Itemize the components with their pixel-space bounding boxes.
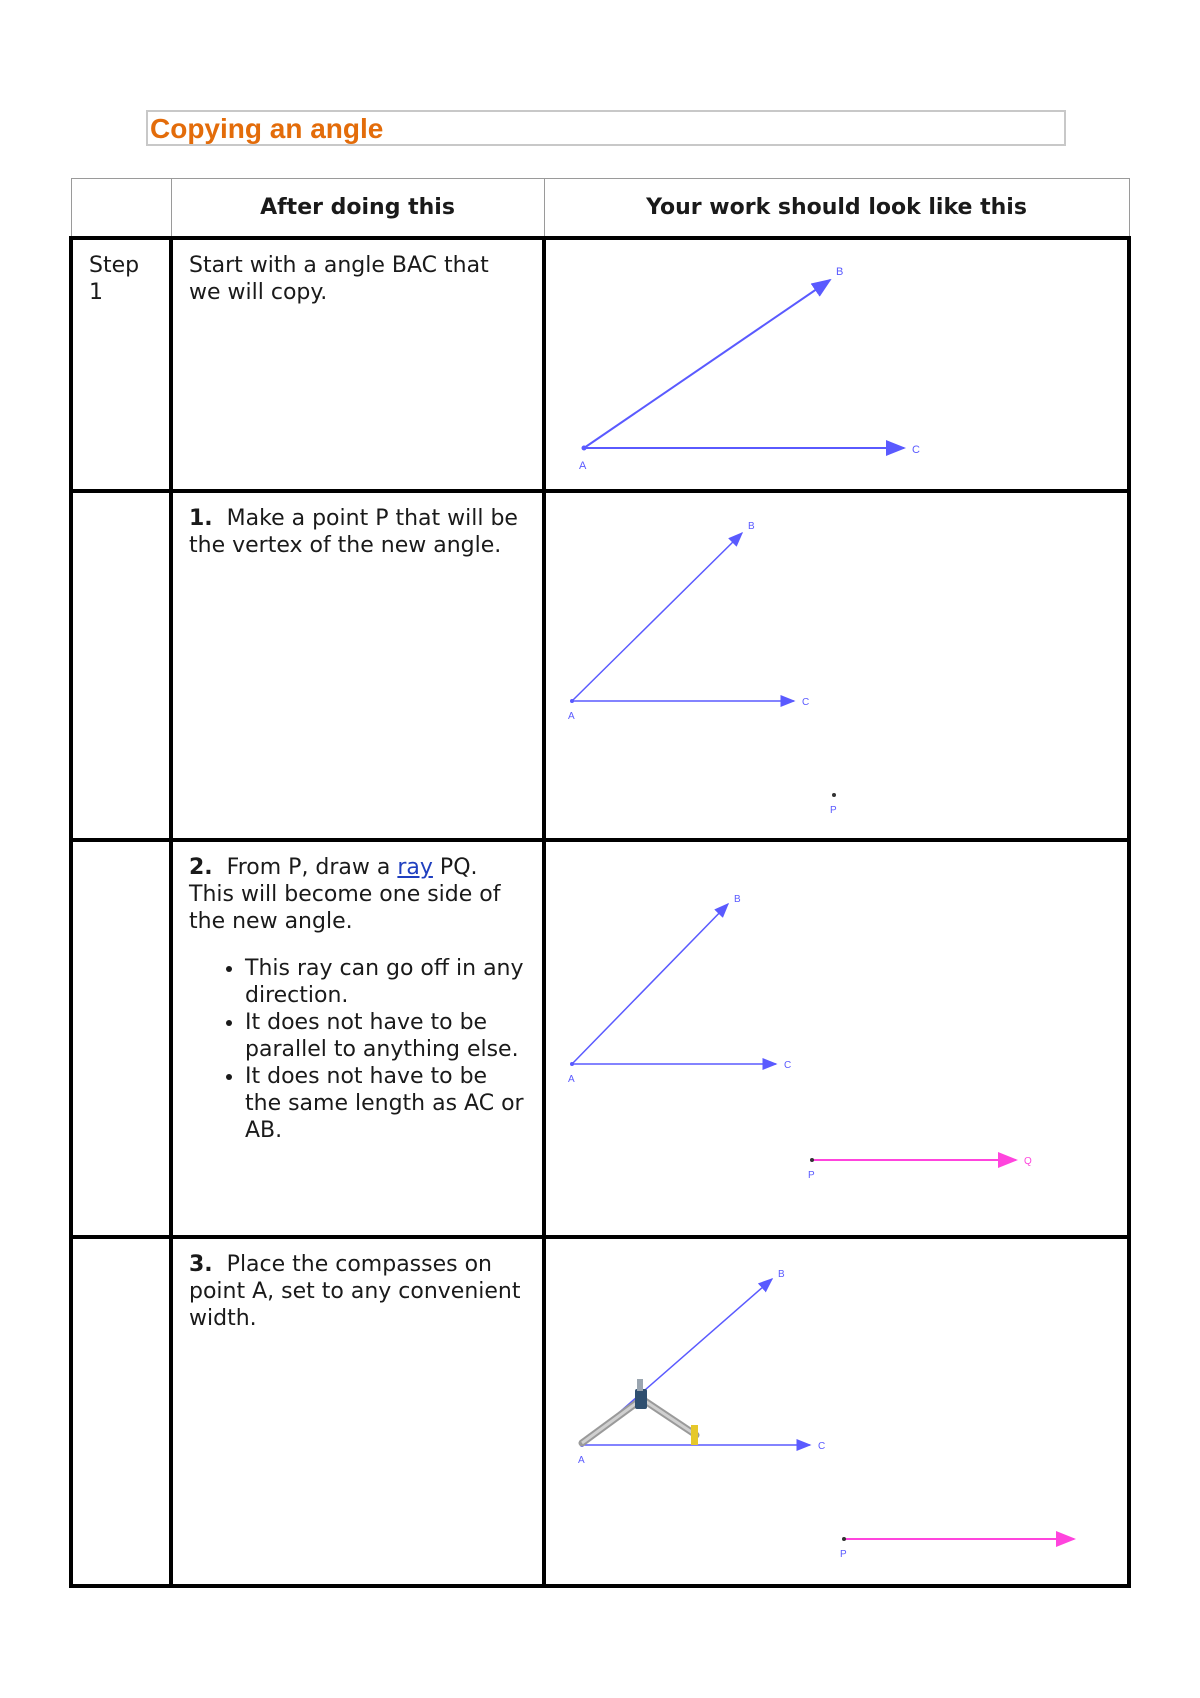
step-instruction [171,238,544,491]
instruction-text: Make a point P that will be the vertex of the new angle. [189,506,518,559]
header-step [71,179,171,239]
label-p: P [840,1549,847,1561]
angle-figure [546,493,1123,833]
label-b: B [836,266,844,278]
step-number: 3. [189,1252,213,1278]
label-a: A [578,1455,585,1467]
bullet-item: • It does not have to be parallel to anything else. [245,1009,526,1063]
steps-table [69,178,1131,1588]
bullet-item: • It does not have to be the same length as AC or AB. [245,1063,526,1144]
step-row [71,491,1129,840]
step-label [71,491,171,840]
step-row [71,238,1129,491]
bullet-item: • This ray can go off in any direction. [245,955,526,1009]
angle-figure [546,240,1123,485]
header-action: After doing this [171,179,544,239]
ray-ab [584,280,830,448]
step-figure [544,238,1129,491]
step-label: Step 1 [71,238,171,491]
header-result: Your work should look like this [544,179,1129,239]
instruction-text: Start with a angle BAC that we will copy. [189,253,489,305]
label-b: B [734,893,741,905]
step-figure [544,840,1129,1238]
point-a [570,1062,574,1066]
label-b: B [778,1269,785,1281]
step-number: 2. [189,854,213,880]
step-row [71,840,1129,1238]
ray-ab [572,533,742,701]
point-a [570,699,574,703]
ray-link[interactable]: ray [397,854,433,880]
point-p [842,1537,846,1541]
step-instruction [171,840,544,1238]
label-a: A [568,1073,575,1085]
instruction-text: From P, draw a [226,854,398,880]
step-row [71,1237,1129,1586]
step-label [71,1237,171,1586]
step-figure [544,1237,1129,1586]
compass-icon [582,1379,698,1445]
label-c: C [802,697,810,709]
label-a: A [568,711,575,723]
step-instruction [171,491,544,840]
bullet-list [189,955,526,1144]
label-c: C [912,444,920,456]
label-b: B [748,521,755,533]
label-c: C [818,1441,826,1453]
label-c: C [784,1059,792,1071]
step-number: 1. [189,506,213,532]
ray-ab [572,904,728,1064]
label-p: P [808,1169,815,1181]
page-title: Copying an angle [150,113,384,144]
step-label [71,840,171,1238]
title-box [146,110,1066,146]
step-instruction [171,1237,544,1586]
point-p [832,793,836,797]
angle-figure [546,1239,1123,1579]
point-a [582,446,587,451]
step-figure [544,491,1129,840]
instruction-text: Place the compasses on point A, set to any convenient width. [189,1252,521,1332]
label-a: A [579,460,587,472]
point-p [810,1158,814,1162]
label-p: P [830,805,837,817]
header-row [71,179,1129,239]
angle-figure [546,842,1123,1231]
label-q: Q [1024,1155,1032,1167]
instruction-text: PQ. This will become one side of the new angle. [189,854,501,934]
